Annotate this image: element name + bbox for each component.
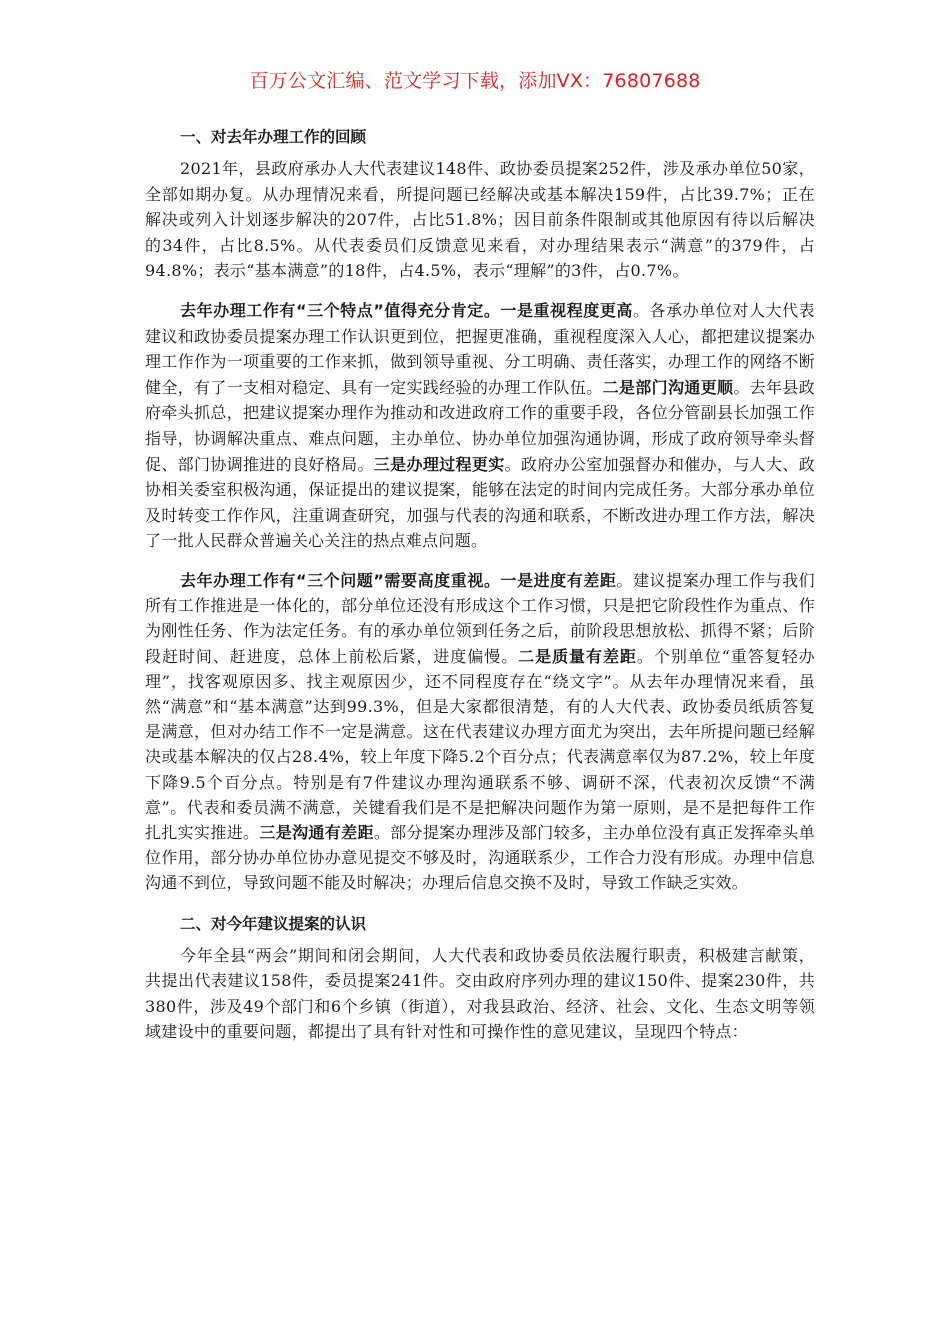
paragraph-statistics: 2021年，县政府承办人大代表建议148件、政协委员提案252件，涉及承办单位50家，全部如期办复。从办理情况来看，所提问题已经解决或基本解决159件，占比39.7%；正在解决或列入计划逐步解决的207件，占比51.8%；因目前条件限制或其他原因有待以后解决的34件，占比8.5%。从代表委员们反馈意见来看，对办理结果表示“满意”的379件，占94.8%；表示“基本满意”的18件，占4.5%，表示“理解”的3件，占0.7%。 [145,159,815,281]
lead-three-features: 去年办理工作有“三个特点”值得充分肯定。 [180,300,501,320]
problem-3-title: 三是沟通有差距 [259,822,374,842]
paragraph-three-problems [145,568,815,896]
feature-1-title: 一是重视程度更高 [500,300,633,320]
paragraph-this-year: 今年全县“两会”期间和闭会期间，人大代表和政协委员依法履行职责，积极建言献策，共提出代表建议158件，委员提案241件。交由政府序列办理的建议150件、提案230件，共380件，涉及49个部门和6个乡镇（街道），对我县政治、经济、社会、文化、生态文明等领域建设中的重要问题，都提出了具有针对性和可操作性的意见建议，呈现四个特点： [145,945,815,1042]
feature-1-text: 。各承办单位对人大代表建议和政协委员提案办理工作认识更到位，把握更准确，重视程度深入人心，都把建议提案办理工作作为一项重要的工作来抓，做到领导重视、分工明确、责任落实，办理工作的网络不断健全，有了一支相对稳定、具有一定实践经验的办理工作队伍。 [145,300,815,397]
problem-1-text: 。建议提案办理工作与我们所有工作推进是一体化的，部分单位还没有形成这个工作习惯，只是把它阶段性作为重点、作为刚性任务、作为法定任务。有的承办单位领到任务之后，前阶段思想放松、抓得不紧；后阶段赶时间、赶进度，总体上前松后紧，进度偏慢。 [145,570,815,666]
feature-3-title: 三是办理过程更实 [373,454,505,474]
problem-2-title: 二是质量有差距 [518,646,637,666]
problem-3-text: 。部分提案办理涉及部门较多，主办单位没有真正发挥牵头单位作用，部分协办单位协办意见提交不够及时，沟通联系少，工作合力没有形成。办理中信息沟通不到位，导致问题不能及时解决；办理后信息交换不及时，导致工作缺乏实效。 [145,822,815,893]
lead-three-problems: 去年办理工作有“三个问题”需要高度重视。 [180,570,501,590]
document-body [145,123,815,1059]
section-heading-review: 一、对去年办理工作的回顾 [180,128,367,146]
feature-2-title: 二是部门沟通更顺 [602,377,734,397]
section-heading-understanding: 二、对今年建议提案的认识 [180,914,367,933]
paragraph-three-features [145,298,815,554]
feature-2-text: 。去年县政府牵头抓总，把建议提案办理作为推动和改进政府工作的重要手段，各位分管副县长加强工作指导，协调解决重点、难点问题，主办单位、协办单位加强沟通协调，形成了政府领导牵头督促、部门协调推进的良好格局。 [145,377,815,474]
feature-3-text: 。政府办公室加强督办和催办，与人大、政协相关委室积极沟通，保证提出的建议提案，能够在法定的时间内完成任务。大部分承办单位及时转变工作作风，注重调查研究，加强与代表的沟通和联系，不断改进办理工作方法，解决了一批人民群众普遍关心关注的热点难点问题。 [145,454,816,551]
problem-1-title: 一是进度有差距 [500,570,617,590]
watermark-banner: 百万公文汇编、范文学习下载，添加VX：76807688 [249,70,701,92]
problem-2-text: 。个别单位“重答复轻办理”，找客观原因多、找主观原因少，还不同程度存在“绕文字”。从去年办理情况来看，虽然“满意”和“基本满意”达到99.3%，但是大家都很清楚，有的人大代表、政协委员纸质答复是满意，但对办结工作不一定是满意。这在代表建议办理方面尤为突出，去年所提问题已经解决或基本解决的仅占28.4%，较上年度下降5.2个百分点；代表满意率仅为87.2%，较上年度下降9.5个百分点。特别是有7件建议办理沟通联系不够、调研不深，代表初次反馈“不满意”。代表和委员满不满意，关键看我们是不是把解决问题作为第一原则，是不是把每件工作扎扎实实推进。 [145,646,815,842]
